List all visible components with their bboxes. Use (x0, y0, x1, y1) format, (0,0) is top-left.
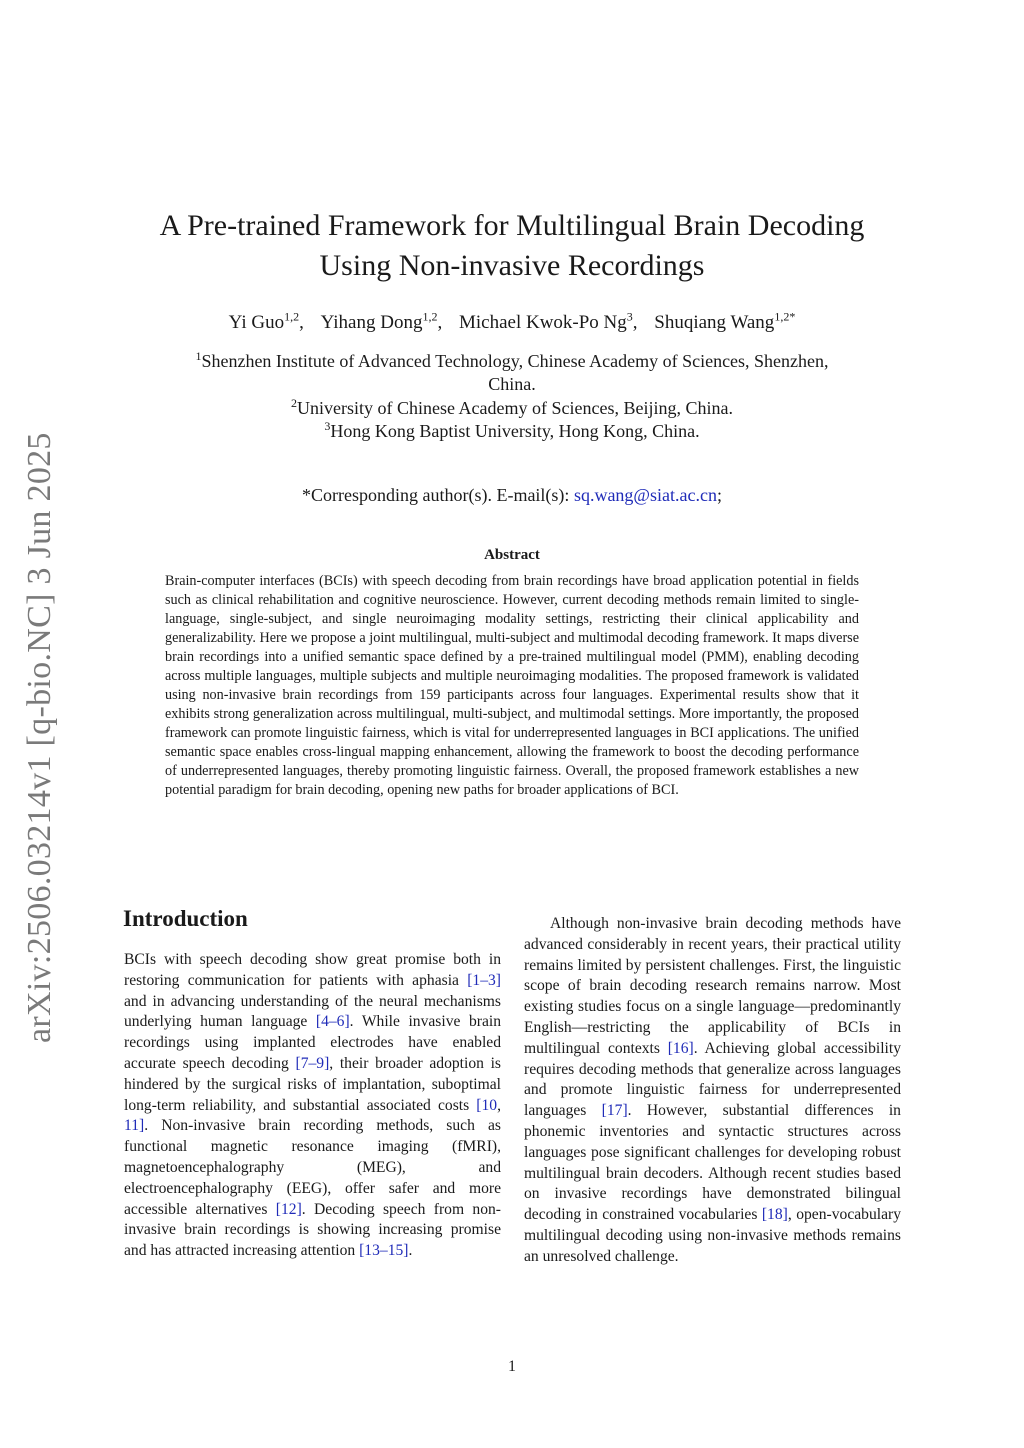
email-link[interactable]: sq.wang@siat.ac.cn (573, 485, 717, 505)
citation-link[interactable]: [17] (601, 1102, 628, 1120)
abstract-text: Brain-computer interfaces (BCIs) with speech decoding from brain recordings have broad application potential in fields such as clinical rehabilitation and cognitive neuroscience. However, current decoding methods remain limited to single-language, single-subject, and single neuroimaging modality settings, restricting their clinical applicability and generalizability. Here we propose a joint multilingual, multi-subject and multimodal decoding framework. It maps diverse brain recordings into a unified semantic space defined by a pre-trained multilingual model (PMM), enabling decoding across multiple languages, multiple subjects and multiple neuroimaging modalities. The proposed framework is validated using non-invasive brain recordings from 159 participants across four languages. Experimental results show that it exhibits strong generalization across multilingual, multi-subject, and multimodal settings. More importantly, the proposed framework can promote linguistic fairness, which is vital for underrepresented languages in BCI applications. The unified semantic space enables cross-lingual mapping enhancement, allowing the framework to boost the decoding performance of underrepresented languages, thereby promoting linguistic fairness. Overall, the proposed framework establishes a new potential paradigm for brain decoding, opening new paths for broader applications of BCI. (165, 573, 859, 798)
paper-title (140, 206, 884, 286)
author-list (120, 309, 904, 334)
citation-link[interactable]: [10 (476, 1096, 498, 1114)
citation-link[interactable]: [7–9] (295, 1054, 330, 1072)
affiliation-2: $^2$University of Chinese Academy of Sciences, Beijing, China. (291, 396, 733, 418)
abstract-heading: Abstract (484, 547, 540, 563)
introduction-heading: Introduction (123, 906, 248, 931)
page-number: 1 (508, 1358, 516, 1375)
affiliation-1: $^1$Shenzhen Institute of Advanced Technology, Chinese Academy of Sciences, Shenzhen, China. (195, 349, 829, 394)
citation-link[interactable]: [1–3] (467, 971, 501, 989)
citation-link[interactable]: [18] (761, 1206, 788, 1224)
author-3: Michael Kwok-Po Ng$^3$, (458, 309, 638, 333)
intro-paragraph-2: Although non-invasive brain decoding methods have advanced considerably in recent years, their practical utility remains limited by persistent challenges. First, the linguistic scope of brain decoding research remains narrow. Most existing studies focus on a single language—predominantly English—restricting the applicability of BCIs in multilingual contexts [16]. Achieving global accessibility requires decoding methods that generalize across languages and promote linguistic fairness for underrepresented languages [17]. However, substantial differences in phonemic inventories and syntactic structures across languages pose significant challenges for developing robust multilingual brain decoders. Although recent studies based on invasive recordings have demonstrated bilingual decoding in constrained vocabularies [18], open-vocabulary multilingual decoding using non-invasive methods remains an unresolved challenge. (524, 915, 901, 1265)
author-4: Shuqiang Wang$^{1,2*}$ (654, 309, 796, 333)
author-1: Yi Guo$^{1,2}$, (228, 309, 304, 333)
intro-paragraph-1: BCIs with speech decoding show great promise both in restoring communication for patients with aphasia [1–3] and in advancing understanding of the neural mechanisms underlying human language [4–6]. While invasive brain recordings using implanted electrodes have enabled accurate speech decoding [7–9], their broader adoption is hindered by the surgical risks of implantation, suboptimal long-term reliability, and substantial associated costs [10, 11]. Non-invasive brain recording methods, such as functional magnetic resonance imaging (fMRI), magnetoencephalography (MEG), and electroencephalography (EEG), offer safer and more accessible alternatives [12]. Decoding speech from non-invasive brain recordings is showing increasing promise and has attracted increasing attention [13–15]. (124, 951, 502, 1260)
author-2: Yihang Dong$^{1,2}$, (320, 309, 443, 333)
citation-link[interactable]: [13–15] (359, 1242, 409, 1260)
affiliation-3: $^3$Hong Kong Baptist University, Hong Kong, China. (324, 419, 700, 441)
citation-link[interactable]: [16] (667, 1039, 694, 1057)
citation-link[interactable]: 11] (124, 1117, 145, 1135)
title-line-1: A Pre-trained Framework for Multilingual Brain Decoding (159, 209, 865, 242)
intro-right-column (524, 914, 901, 1268)
intro-left-column (124, 950, 501, 1262)
citation-link[interactable]: [4–6] (315, 1013, 350, 1031)
corresponding-author: *Corresponding author(s). E-mail(s): sq.wang@siat.ac.cn; (301, 485, 722, 505)
arxiv-identifier[interactable]: arXiv:2506.03214v1 [q-bio.NC] 3 Jun 2025 (21, 432, 58, 1043)
title-line-2: Using Non-invasive Recordings (319, 249, 705, 282)
citation-link[interactable]: [12] (275, 1200, 302, 1218)
